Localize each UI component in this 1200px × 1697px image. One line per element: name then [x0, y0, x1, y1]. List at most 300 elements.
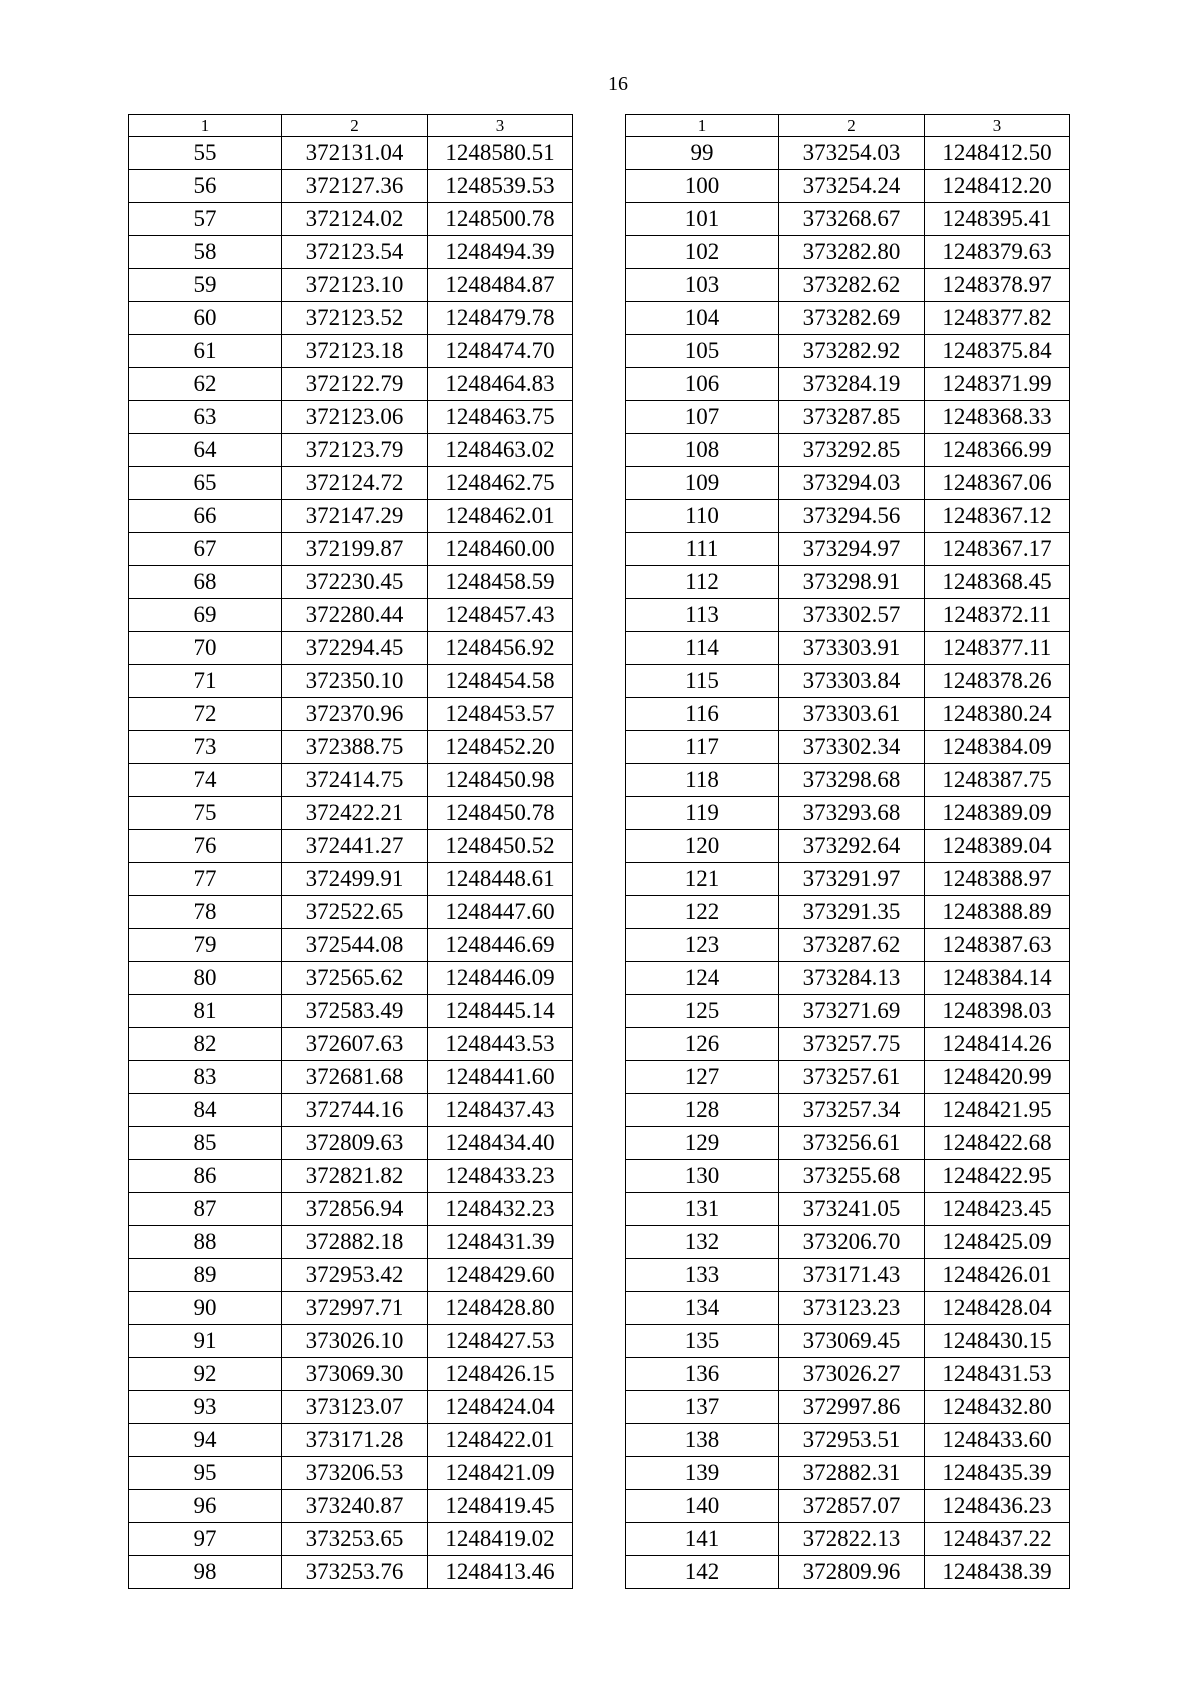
table-row — [129, 830, 573, 863]
x-coordinate-cell: 373257.34 — [779, 1094, 925, 1127]
point-number-cell: 98 — [129, 1556, 282, 1589]
table-row — [129, 962, 573, 995]
table-row — [129, 533, 573, 566]
table-row — [626, 500, 1070, 533]
point-number-cell: 113 — [626, 599, 779, 632]
x-coordinate-cell: 372123.52 — [282, 302, 428, 335]
y-coordinate-cell: 1248474.70 — [428, 335, 573, 368]
column-header: 2 — [282, 115, 428, 137]
point-number-cell: 119 — [626, 797, 779, 830]
x-coordinate-cell: 373254.03 — [779, 137, 925, 170]
y-coordinate-cell: 1248419.45 — [428, 1490, 573, 1523]
table-row — [129, 1292, 573, 1325]
x-coordinate-cell: 373294.56 — [779, 500, 925, 533]
x-coordinate-cell: 372565.62 — [282, 962, 428, 995]
point-number-cell: 115 — [626, 665, 779, 698]
y-coordinate-cell: 1248494.39 — [428, 236, 573, 269]
x-coordinate-cell: 372744.16 — [282, 1094, 428, 1127]
x-coordinate-cell: 373206.70 — [779, 1226, 925, 1259]
y-coordinate-cell: 1248484.87 — [428, 269, 573, 302]
column-header: 3 — [925, 115, 1070, 137]
y-coordinate-cell: 1248539.53 — [428, 170, 573, 203]
y-coordinate-cell: 1248368.33 — [925, 401, 1070, 434]
point-number-cell: 82 — [129, 1028, 282, 1061]
table-row — [129, 1160, 573, 1193]
x-coordinate-cell: 372131.04 — [282, 137, 428, 170]
table-row — [129, 797, 573, 830]
x-coordinate-cell: 372822.13 — [779, 1523, 925, 1556]
point-number-cell: 59 — [129, 269, 282, 302]
table-row — [626, 995, 1070, 1028]
x-coordinate-cell: 372280.44 — [282, 599, 428, 632]
point-number-cell: 135 — [626, 1325, 779, 1358]
point-number-cell: 127 — [626, 1061, 779, 1094]
table-row — [626, 434, 1070, 467]
point-number-cell: 66 — [129, 500, 282, 533]
y-coordinate-cell: 1248458.59 — [428, 566, 573, 599]
y-coordinate-cell: 1248431.39 — [428, 1226, 573, 1259]
table-row — [129, 1127, 573, 1160]
y-coordinate-cell: 1248388.89 — [925, 896, 1070, 929]
x-coordinate-cell: 372124.02 — [282, 203, 428, 236]
y-coordinate-cell: 1248395.41 — [925, 203, 1070, 236]
point-number-cell: 87 — [129, 1193, 282, 1226]
table-row — [129, 203, 573, 236]
x-coordinate-cell: 373123.23 — [779, 1292, 925, 1325]
x-coordinate-cell: 372127.36 — [282, 170, 428, 203]
x-coordinate-cell: 373294.97 — [779, 533, 925, 566]
point-number-cell: 130 — [626, 1160, 779, 1193]
y-coordinate-cell: 1248419.02 — [428, 1523, 573, 1556]
y-coordinate-cell: 1248379.63 — [925, 236, 1070, 269]
table-row — [626, 1160, 1070, 1193]
point-number-cell: 94 — [129, 1424, 282, 1457]
y-coordinate-cell: 1248389.04 — [925, 830, 1070, 863]
table-row — [626, 698, 1070, 731]
coordinates-table-right — [625, 114, 1070, 1589]
column-header: 1 — [626, 115, 779, 137]
x-coordinate-cell: 372123.79 — [282, 434, 428, 467]
table-row — [626, 1325, 1070, 1358]
point-number-cell: 141 — [626, 1523, 779, 1556]
x-coordinate-cell: 372123.18 — [282, 335, 428, 368]
table-row — [626, 1457, 1070, 1490]
y-coordinate-cell: 1248389.09 — [925, 797, 1070, 830]
table-row — [626, 632, 1070, 665]
point-number-cell: 132 — [626, 1226, 779, 1259]
table-row — [626, 1193, 1070, 1226]
point-number-cell: 124 — [626, 962, 779, 995]
x-coordinate-cell: 372230.45 — [282, 566, 428, 599]
coordinates-table-left — [128, 114, 573, 1589]
table-row — [626, 731, 1070, 764]
y-coordinate-cell: 1248367.12 — [925, 500, 1070, 533]
y-coordinate-cell: 1248463.02 — [428, 434, 573, 467]
x-coordinate-cell: 372997.71 — [282, 1292, 428, 1325]
y-coordinate-cell: 1248429.60 — [428, 1259, 573, 1292]
point-number-cell: 65 — [129, 467, 282, 500]
table-row — [626, 863, 1070, 896]
y-coordinate-cell: 1248387.63 — [925, 929, 1070, 962]
table-row — [129, 566, 573, 599]
x-coordinate-cell: 372123.06 — [282, 401, 428, 434]
point-number-cell: 138 — [626, 1424, 779, 1457]
y-coordinate-cell: 1248421.09 — [428, 1457, 573, 1490]
y-coordinate-cell: 1248422.01 — [428, 1424, 573, 1457]
table-row — [626, 1292, 1070, 1325]
y-coordinate-cell: 1248435.39 — [925, 1457, 1070, 1490]
y-coordinate-cell: 1248422.68 — [925, 1127, 1070, 1160]
x-coordinate-cell: 373293.68 — [779, 797, 925, 830]
point-number-cell: 93 — [129, 1391, 282, 1424]
point-number-cell: 101 — [626, 203, 779, 236]
table-row — [129, 764, 573, 797]
point-number-cell: 112 — [626, 566, 779, 599]
point-number-cell: 91 — [129, 1325, 282, 1358]
y-coordinate-cell: 1248412.20 — [925, 170, 1070, 203]
y-coordinate-cell: 1248580.51 — [428, 137, 573, 170]
point-number-cell: 109 — [626, 467, 779, 500]
table-row — [626, 1094, 1070, 1127]
x-coordinate-cell: 372607.63 — [282, 1028, 428, 1061]
table-row — [129, 500, 573, 533]
x-coordinate-cell: 373287.85 — [779, 401, 925, 434]
table-row — [129, 467, 573, 500]
point-number-cell: 108 — [626, 434, 779, 467]
x-coordinate-cell: 372953.42 — [282, 1259, 428, 1292]
table-row — [626, 1061, 1070, 1094]
table-row — [626, 1226, 1070, 1259]
point-number-cell: 56 — [129, 170, 282, 203]
point-number-cell: 61 — [129, 335, 282, 368]
table-row — [129, 368, 573, 401]
header-row — [626, 115, 1070, 137]
table-row — [129, 1556, 573, 1589]
point-number-cell: 126 — [626, 1028, 779, 1061]
x-coordinate-cell: 372370.96 — [282, 698, 428, 731]
table-row — [626, 1028, 1070, 1061]
table-row — [129, 1424, 573, 1457]
table-row — [129, 1457, 573, 1490]
y-coordinate-cell: 1248413.46 — [428, 1556, 573, 1589]
y-coordinate-cell: 1248436.23 — [925, 1490, 1070, 1523]
y-coordinate-cell: 1248420.99 — [925, 1061, 1070, 1094]
table-row — [626, 764, 1070, 797]
point-number-cell: 107 — [626, 401, 779, 434]
y-coordinate-cell: 1248428.04 — [925, 1292, 1070, 1325]
point-number-cell: 121 — [626, 863, 779, 896]
x-coordinate-cell: 373303.91 — [779, 632, 925, 665]
table-row — [626, 1490, 1070, 1523]
table-row — [626, 1523, 1070, 1556]
point-number-cell: 67 — [129, 533, 282, 566]
y-coordinate-cell: 1248423.45 — [925, 1193, 1070, 1226]
y-coordinate-cell: 1248412.50 — [925, 137, 1070, 170]
point-number-cell: 74 — [129, 764, 282, 797]
point-number-cell: 63 — [129, 401, 282, 434]
y-coordinate-cell: 1248446.09 — [428, 962, 573, 995]
point-number-cell: 99 — [626, 137, 779, 170]
table-row — [129, 665, 573, 698]
point-number-cell: 80 — [129, 962, 282, 995]
table-row — [129, 1325, 573, 1358]
y-coordinate-cell: 1248384.09 — [925, 731, 1070, 764]
point-number-cell: 140 — [626, 1490, 779, 1523]
y-coordinate-cell: 1248371.99 — [925, 368, 1070, 401]
x-coordinate-cell: 373298.68 — [779, 764, 925, 797]
table-row — [626, 1127, 1070, 1160]
point-number-cell: 92 — [129, 1358, 282, 1391]
point-number-cell: 97 — [129, 1523, 282, 1556]
y-coordinate-cell: 1248432.80 — [925, 1391, 1070, 1424]
x-coordinate-cell: 373291.97 — [779, 863, 925, 896]
x-coordinate-cell: 373282.80 — [779, 236, 925, 269]
table-row — [626, 599, 1070, 632]
x-coordinate-cell: 372499.91 — [282, 863, 428, 896]
table-row — [129, 1094, 573, 1127]
x-coordinate-cell: 373254.24 — [779, 170, 925, 203]
y-coordinate-cell: 1248433.23 — [428, 1160, 573, 1193]
x-coordinate-cell: 373240.87 — [282, 1490, 428, 1523]
x-coordinate-cell: 372997.86 — [779, 1391, 925, 1424]
x-coordinate-cell: 373291.35 — [779, 896, 925, 929]
x-coordinate-cell: 373302.34 — [779, 731, 925, 764]
x-coordinate-cell: 372147.29 — [282, 500, 428, 533]
point-number-cell: 89 — [129, 1259, 282, 1292]
x-coordinate-cell: 372522.65 — [282, 896, 428, 929]
y-coordinate-cell: 1248367.17 — [925, 533, 1070, 566]
point-number-cell: 102 — [626, 236, 779, 269]
x-coordinate-cell: 373257.75 — [779, 1028, 925, 1061]
table-row — [626, 1259, 1070, 1292]
table-row — [626, 302, 1070, 335]
table-row — [129, 632, 573, 665]
y-coordinate-cell: 1248500.78 — [428, 203, 573, 236]
x-coordinate-cell: 372388.75 — [282, 731, 428, 764]
table-row — [129, 1226, 573, 1259]
table-row — [626, 1391, 1070, 1424]
table-row — [626, 1424, 1070, 1457]
y-coordinate-cell: 1248443.53 — [428, 1028, 573, 1061]
point-number-cell: 64 — [129, 434, 282, 467]
table-row — [626, 236, 1070, 269]
x-coordinate-cell: 372857.07 — [779, 1490, 925, 1523]
y-coordinate-cell: 1248447.60 — [428, 896, 573, 929]
table-row — [129, 170, 573, 203]
table-row — [626, 566, 1070, 599]
table-row — [626, 962, 1070, 995]
point-number-cell: 117 — [626, 731, 779, 764]
y-coordinate-cell: 1248427.53 — [428, 1325, 573, 1358]
x-coordinate-cell: 373241.05 — [779, 1193, 925, 1226]
y-coordinate-cell: 1248452.20 — [428, 731, 573, 764]
y-coordinate-cell: 1248414.26 — [925, 1028, 1070, 1061]
y-coordinate-cell: 1248479.78 — [428, 302, 573, 335]
x-coordinate-cell: 372882.18 — [282, 1226, 428, 1259]
x-coordinate-cell: 372294.45 — [282, 632, 428, 665]
x-coordinate-cell: 372122.79 — [282, 368, 428, 401]
table-row — [129, 1391, 573, 1424]
y-coordinate-cell: 1248380.24 — [925, 698, 1070, 731]
table-row — [129, 995, 573, 1028]
header-row — [129, 115, 573, 137]
point-number-cell: 70 — [129, 632, 282, 665]
x-coordinate-cell: 372809.63 — [282, 1127, 428, 1160]
x-coordinate-cell: 372441.27 — [282, 830, 428, 863]
y-coordinate-cell: 1248453.57 — [428, 698, 573, 731]
table-row — [129, 434, 573, 467]
table-row — [626, 830, 1070, 863]
table-row — [626, 467, 1070, 500]
table-row — [129, 698, 573, 731]
point-number-cell: 95 — [129, 1457, 282, 1490]
x-coordinate-cell: 373284.19 — [779, 368, 925, 401]
point-number-cell: 60 — [129, 302, 282, 335]
x-coordinate-cell: 373282.69 — [779, 302, 925, 335]
y-coordinate-cell: 1248432.23 — [428, 1193, 573, 1226]
table-row — [129, 401, 573, 434]
point-number-cell: 125 — [626, 995, 779, 1028]
y-coordinate-cell: 1248426.15 — [428, 1358, 573, 1391]
point-number-cell: 134 — [626, 1292, 779, 1325]
y-coordinate-cell: 1248398.03 — [925, 995, 1070, 1028]
point-number-cell: 131 — [626, 1193, 779, 1226]
y-coordinate-cell: 1248428.80 — [428, 1292, 573, 1325]
point-number-cell: 72 — [129, 698, 282, 731]
x-coordinate-cell: 372809.96 — [779, 1556, 925, 1589]
y-coordinate-cell: 1248454.58 — [428, 665, 573, 698]
point-number-cell: 123 — [626, 929, 779, 962]
table-row — [129, 1523, 573, 1556]
point-number-cell: 120 — [626, 830, 779, 863]
y-coordinate-cell: 1248378.97 — [925, 269, 1070, 302]
table-row — [129, 599, 573, 632]
point-number-cell: 68 — [129, 566, 282, 599]
y-coordinate-cell: 1248460.00 — [428, 533, 573, 566]
y-coordinate-cell: 1248366.99 — [925, 434, 1070, 467]
x-coordinate-cell: 373171.28 — [282, 1424, 428, 1457]
x-coordinate-cell: 373287.62 — [779, 929, 925, 962]
y-coordinate-cell: 1248448.61 — [428, 863, 573, 896]
x-coordinate-cell: 373069.30 — [282, 1358, 428, 1391]
y-coordinate-cell: 1248433.60 — [925, 1424, 1070, 1457]
x-coordinate-cell: 373206.53 — [282, 1457, 428, 1490]
x-coordinate-cell: 373255.68 — [779, 1160, 925, 1193]
y-coordinate-cell: 1248430.15 — [925, 1325, 1070, 1358]
table-row — [626, 929, 1070, 962]
point-number-cell: 69 — [129, 599, 282, 632]
y-coordinate-cell: 1248456.92 — [428, 632, 573, 665]
table-row — [129, 137, 573, 170]
point-number-cell: 77 — [129, 863, 282, 896]
y-coordinate-cell: 1248387.75 — [925, 764, 1070, 797]
y-coordinate-cell: 1248378.26 — [925, 665, 1070, 698]
x-coordinate-cell: 372123.10 — [282, 269, 428, 302]
table-row — [129, 929, 573, 962]
y-coordinate-cell: 1248441.60 — [428, 1061, 573, 1094]
table-row — [626, 665, 1070, 698]
table-row — [626, 269, 1070, 302]
y-coordinate-cell: 1248424.04 — [428, 1391, 573, 1424]
point-number-cell: 85 — [129, 1127, 282, 1160]
point-number-cell: 133 — [626, 1259, 779, 1292]
point-number-cell: 90 — [129, 1292, 282, 1325]
point-number-cell: 78 — [129, 896, 282, 929]
x-coordinate-cell: 373171.43 — [779, 1259, 925, 1292]
y-coordinate-cell: 1248377.11 — [925, 632, 1070, 665]
y-coordinate-cell: 1248421.95 — [925, 1094, 1070, 1127]
point-number-cell: 76 — [129, 830, 282, 863]
x-coordinate-cell: 373303.84 — [779, 665, 925, 698]
y-coordinate-cell: 1248375.84 — [925, 335, 1070, 368]
table-row — [626, 533, 1070, 566]
x-coordinate-cell: 373256.61 — [779, 1127, 925, 1160]
x-coordinate-cell: 372953.51 — [779, 1424, 925, 1457]
y-coordinate-cell: 1248388.97 — [925, 863, 1070, 896]
point-number-cell: 57 — [129, 203, 282, 236]
y-coordinate-cell: 1248463.75 — [428, 401, 573, 434]
x-coordinate-cell: 372583.49 — [282, 995, 428, 1028]
point-number-cell: 111 — [626, 533, 779, 566]
point-number-cell: 105 — [626, 335, 779, 368]
table-row — [129, 335, 573, 368]
point-number-cell: 83 — [129, 1061, 282, 1094]
y-coordinate-cell: 1248445.14 — [428, 995, 573, 1028]
y-coordinate-cell: 1248437.22 — [925, 1523, 1070, 1556]
point-number-cell: 88 — [129, 1226, 282, 1259]
y-coordinate-cell: 1248422.95 — [925, 1160, 1070, 1193]
x-coordinate-cell: 373268.67 — [779, 203, 925, 236]
y-coordinate-cell: 1248372.11 — [925, 599, 1070, 632]
x-coordinate-cell: 373253.76 — [282, 1556, 428, 1589]
y-coordinate-cell: 1248462.01 — [428, 500, 573, 533]
y-coordinate-cell: 1248368.45 — [925, 566, 1070, 599]
table-row — [129, 302, 573, 335]
point-number-cell: 62 — [129, 368, 282, 401]
y-coordinate-cell: 1248450.98 — [428, 764, 573, 797]
table-row — [626, 170, 1070, 203]
y-coordinate-cell: 1248367.06 — [925, 467, 1070, 500]
x-coordinate-cell: 372681.68 — [282, 1061, 428, 1094]
point-number-cell: 116 — [626, 698, 779, 731]
point-number-cell: 96 — [129, 1490, 282, 1523]
x-coordinate-cell: 372124.72 — [282, 467, 428, 500]
point-number-cell: 75 — [129, 797, 282, 830]
y-coordinate-cell: 1248384.14 — [925, 962, 1070, 995]
y-coordinate-cell: 1248431.53 — [925, 1358, 1070, 1391]
x-coordinate-cell: 372544.08 — [282, 929, 428, 962]
x-coordinate-cell: 373303.61 — [779, 698, 925, 731]
x-coordinate-cell: 372856.94 — [282, 1193, 428, 1226]
y-coordinate-cell: 1248450.78 — [428, 797, 573, 830]
point-number-cell: 79 — [129, 929, 282, 962]
x-coordinate-cell: 373298.91 — [779, 566, 925, 599]
table-row — [129, 896, 573, 929]
point-number-cell: 137 — [626, 1391, 779, 1424]
column-header: 1 — [129, 115, 282, 137]
x-coordinate-cell: 372123.54 — [282, 236, 428, 269]
y-coordinate-cell: 1248426.01 — [925, 1259, 1070, 1292]
table-row — [626, 335, 1070, 368]
y-coordinate-cell: 1248377.82 — [925, 302, 1070, 335]
point-number-cell: 73 — [129, 731, 282, 764]
table-row — [626, 137, 1070, 170]
y-coordinate-cell: 1248464.83 — [428, 368, 573, 401]
table-row — [129, 1193, 573, 1226]
y-coordinate-cell: 1248450.52 — [428, 830, 573, 863]
point-number-cell: 84 — [129, 1094, 282, 1127]
x-coordinate-cell: 372422.21 — [282, 797, 428, 830]
